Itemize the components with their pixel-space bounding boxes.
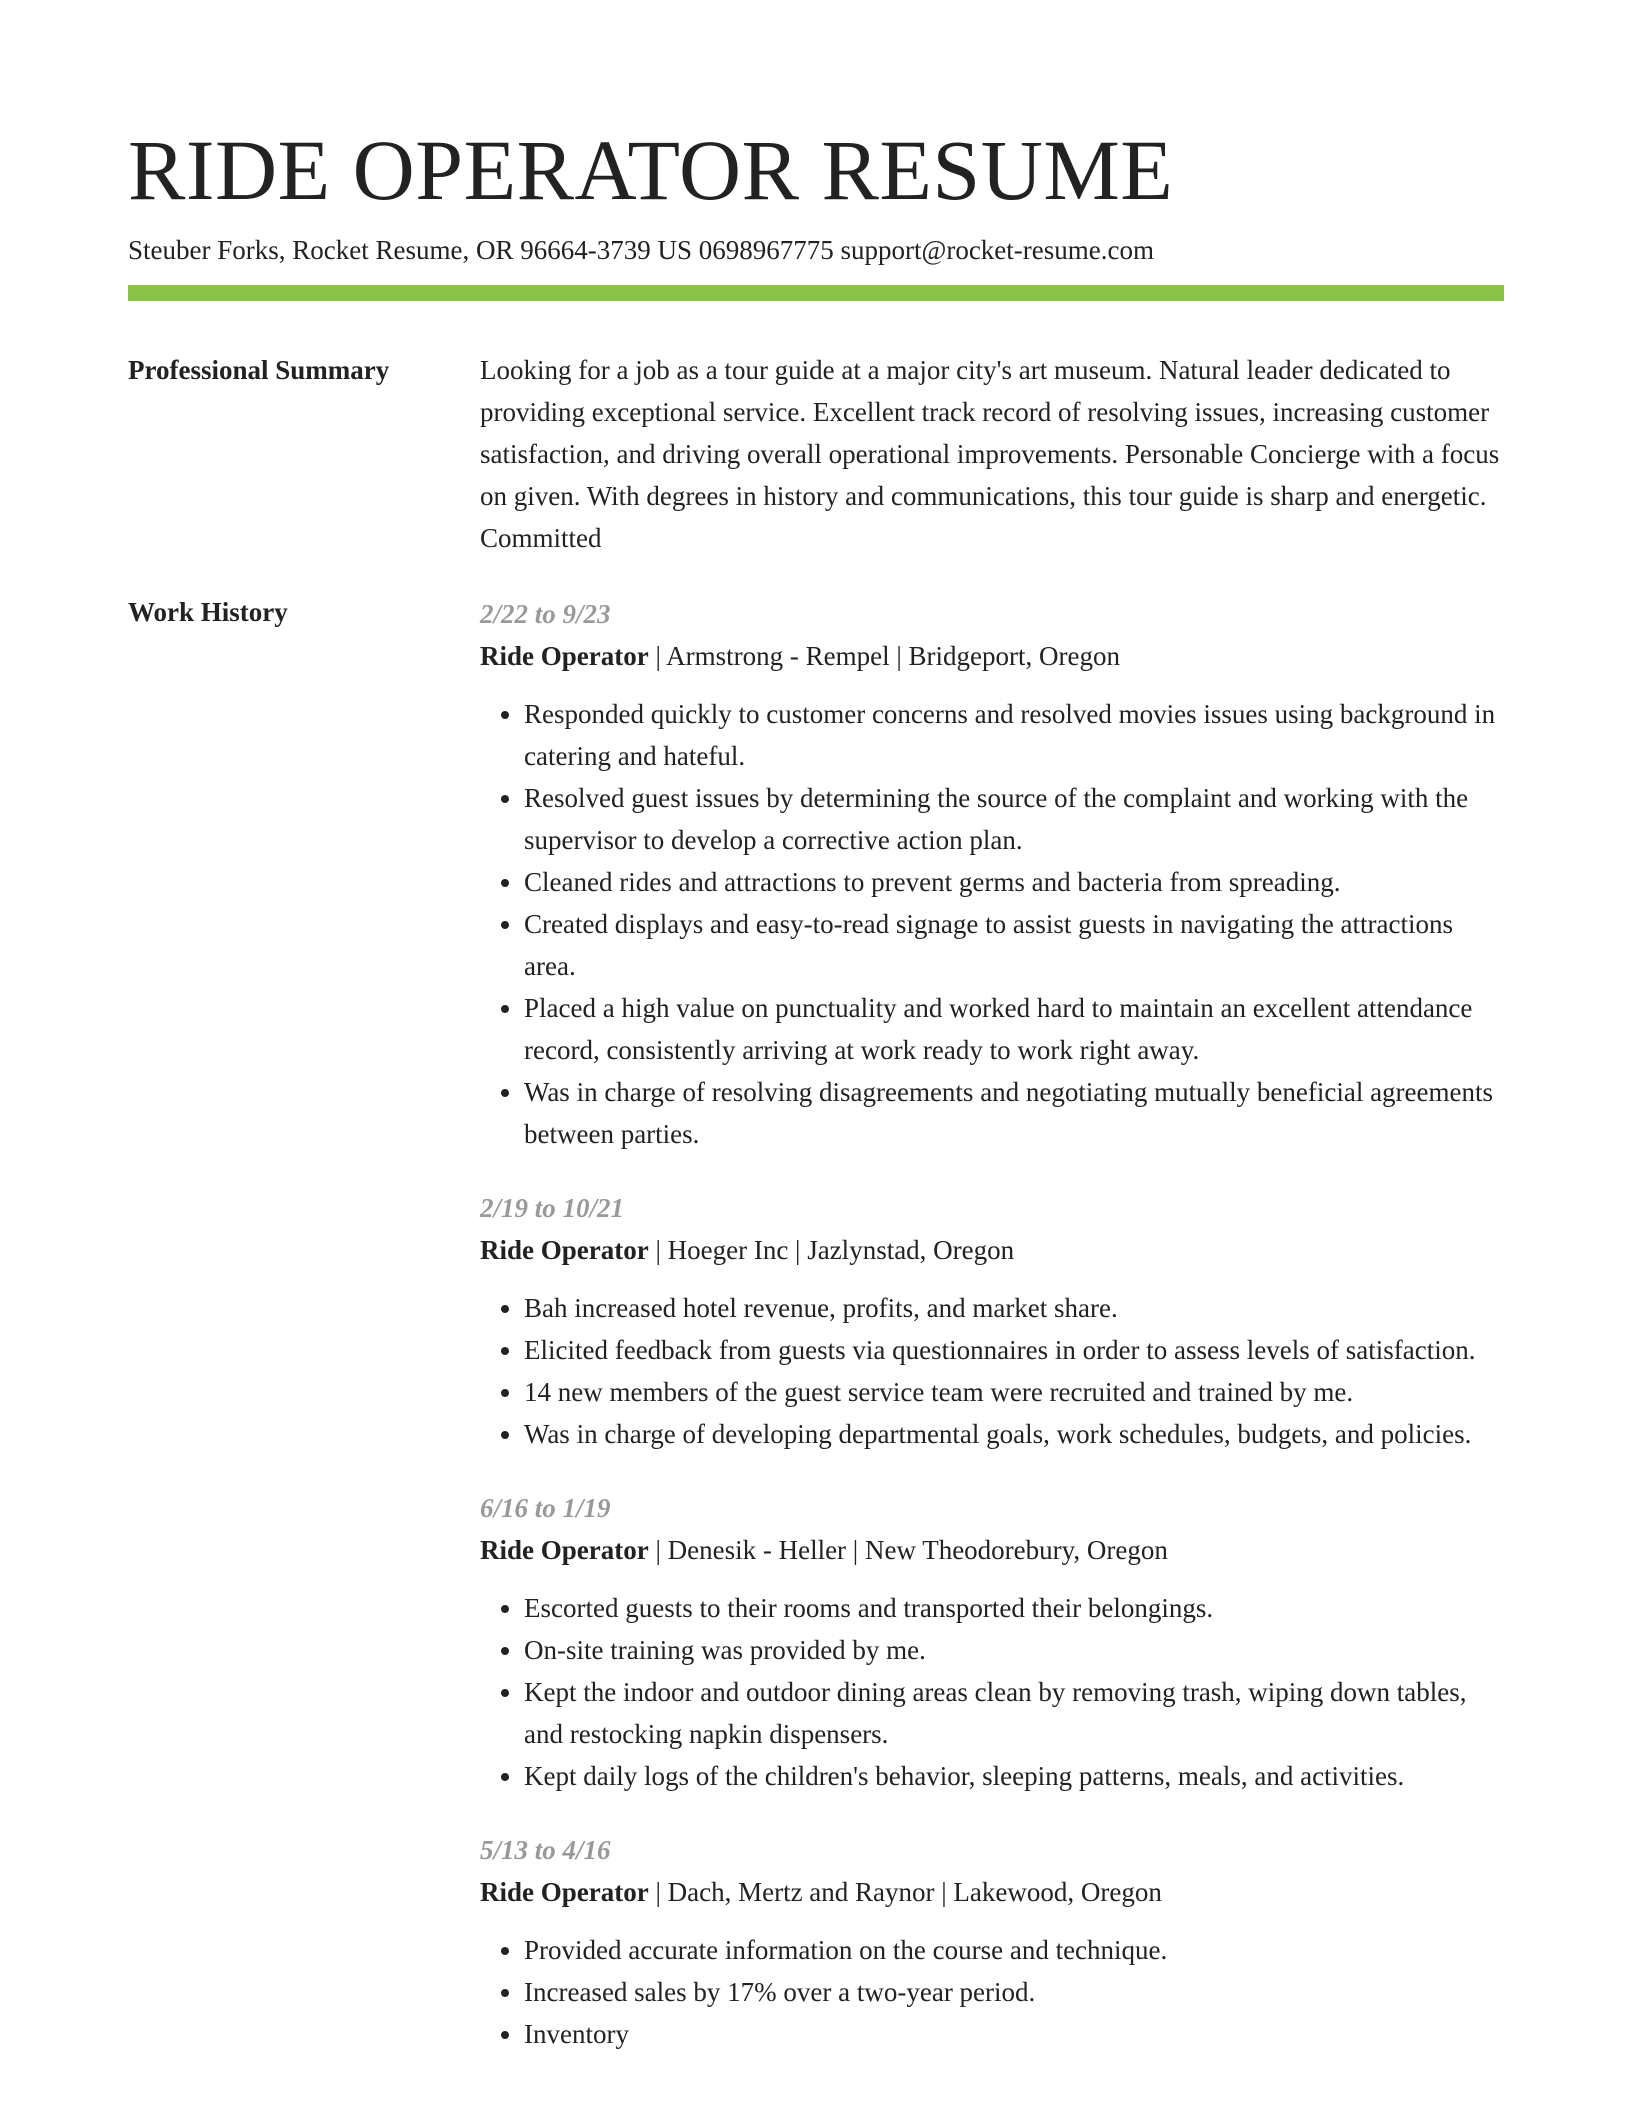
job-title: Ride Operator [480, 641, 649, 671]
job-bullet: • Responded quickly to customer concerns and resolved movies issues using background in catering and hateful. [524, 693, 1504, 777]
resume-title: RIDE OPERATOR RESUME [128, 122, 1174, 218]
job-entry [480, 1829, 1504, 2055]
job-entry [480, 593, 1504, 1155]
work-history-section [480, 593, 1504, 2087]
job-bullets [480, 1287, 1504, 1455]
job-bullet: • Escorted guests to their rooms and transported their belongings. [524, 1587, 1504, 1629]
job-entry [480, 1187, 1504, 1455]
job-details: | Denesik - Heller | New Theodorebury, Oregon [648, 1535, 1168, 1565]
work-history-label: Work History [128, 597, 288, 627]
summary-text: Looking for a job as a tour guide at a major city's art museum. Natural leader dedicated to providing exceptional service. Excellent track record of resolving issues, increasing customer satisfaction, and driving overall operational improvements. Personable Concierge with a focus on given. With degrees in history and communications, this tour guide is sharp and energetic. Committed [480, 355, 1500, 553]
job-title: Ride Operator [480, 1877, 649, 1907]
job-bullet: • 14 new members of the guest service team were recruited and trained by me. [524, 1371, 1504, 1413]
accent-divider [128, 285, 1504, 301]
summary-section [480, 349, 1504, 559]
job-role [480, 1871, 1504, 1913]
job-bullets [480, 1929, 1504, 2055]
job-entry [480, 1487, 1504, 1797]
job-dates: 6/16 to 1/19 [480, 1493, 611, 1523]
job-bullet: • Was in charge of developing departmental goals, work schedules, budgets, and policies. [524, 1413, 1504, 1455]
job-bullet: • Increased sales by 17% over a two-year period. [524, 1971, 1504, 2013]
job-bullet: • Provided accurate information on the course and technique. [524, 1929, 1504, 1971]
job-details: | Armstrong - Rempel | Bridgeport, Oregon [648, 641, 1120, 671]
job-role [480, 635, 1504, 677]
job-dates: 5/13 to 4/16 [480, 1835, 611, 1865]
job-details: | Hoeger Inc | Jazlynstad, Oregon [648, 1235, 1015, 1265]
job-bullets [480, 693, 1504, 1155]
job-title: Ride Operator [480, 1235, 649, 1265]
job-bullet: • Created displays and easy-to-read signage to assist guests in navigating the attractions area. [524, 903, 1504, 987]
job-details: | Dach, Mertz and Raynor | Lakewood, Oregon [648, 1877, 1162, 1907]
job-bullet: • Placed a high value on punctuality and worked hard to maintain an excellent attendance record, consistently arriving at work ready to work right away. [524, 987, 1504, 1071]
summary-label: Professional Summary [128, 355, 390, 385]
job-bullet: • Elicited feedback from guests via questionnaires in order to assess levels of satisfaction. [524, 1329, 1504, 1371]
contact-line: Steuber Forks, Rocket Resume, OR 96664-3739 US 0698967775 support@rocket-resume.com [128, 235, 1154, 265]
job-bullets [480, 1587, 1504, 1797]
job-bullet: • Inventory [524, 2013, 1504, 2055]
job-role [480, 1529, 1504, 1571]
job-title: Ride Operator [480, 1535, 649, 1565]
job-bullet: • Resolved guest issues by determining the source of the complaint and working with the supervisor to develop a corrective action plan. [524, 777, 1504, 861]
job-bullet: • Bah increased hotel revenue, profits, and market share. [524, 1287, 1504, 1329]
job-bullet: • Kept the indoor and outdoor dining areas clean by removing trash, wiping down tables, and restocking napkin dispensers. [524, 1671, 1504, 1755]
job-bullet: • On-site training was provided by me. [524, 1629, 1504, 1671]
job-bullet: • Kept daily logs of the children's behavior, sleeping patterns, meals, and activities. [524, 1755, 1504, 1797]
job-bullet: • Cleaned rides and attractions to prevent germs and bacteria from spreading. [524, 861, 1504, 903]
job-bullet: • Was in charge of resolving disagreements and negotiating mutually beneficial agreements between parties. [524, 1071, 1504, 1155]
job-role [480, 1229, 1504, 1271]
job-dates: 2/19 to 10/21 [480, 1193, 625, 1223]
job-dates: 2/22 to 9/23 [480, 599, 611, 629]
